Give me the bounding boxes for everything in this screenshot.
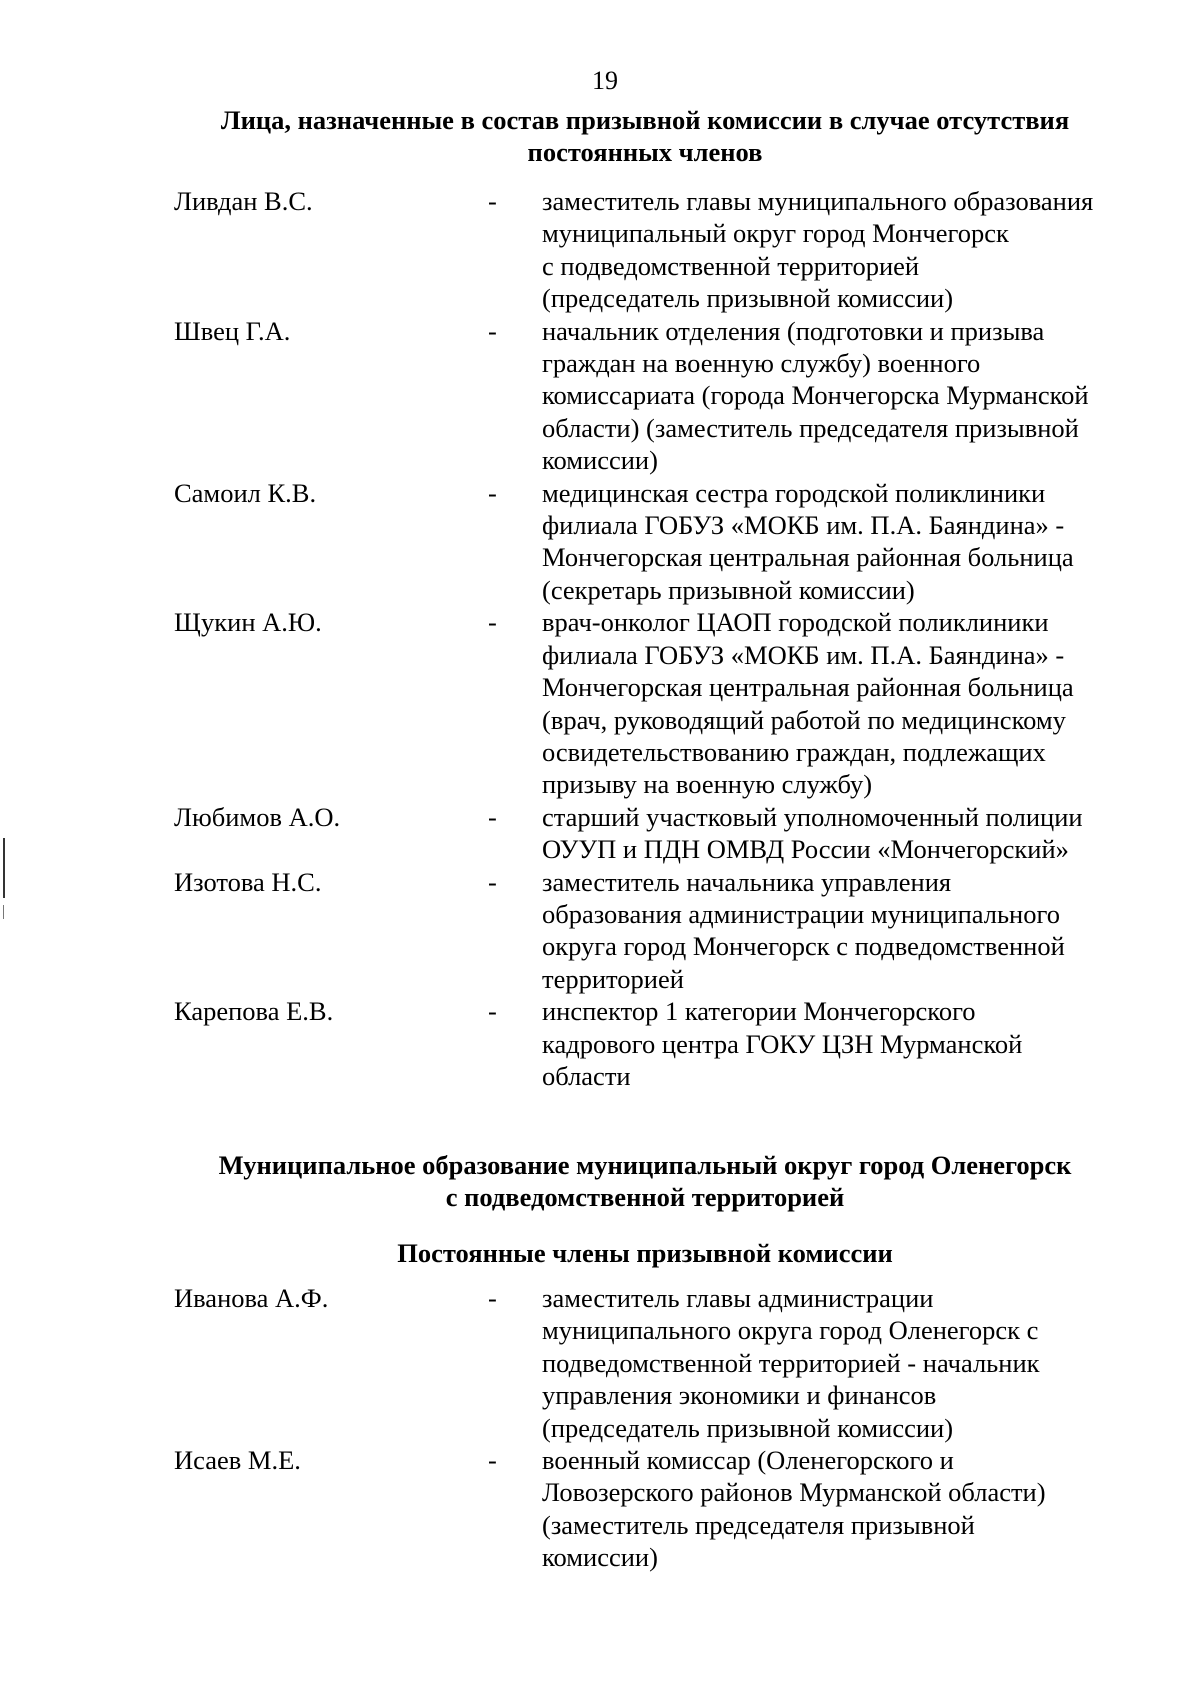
member-position: старший участковый уполномоченный полиции ОУУП и ПДН ОМВД России «Мончегорский» xyxy=(542,801,1083,865)
member-entry xyxy=(174,315,1174,477)
member-position: врач-онколог ЦАОП городской поликлиники филиала ГОБУЗ «МОКБ им. П.А. Баяндина» - Мончегорская центральная районная больница (врач, руководящий работой по медицинскому освидетельствованию граждан, подлежащих призыву на военную службу) xyxy=(542,607,1074,800)
dash-separator: - xyxy=(488,866,497,897)
member-position: заместитель начальника управления образования администрации муниципального округа город Мончегорск с подведомственной территорией xyxy=(542,866,1065,994)
member-entry xyxy=(174,606,1174,800)
member-entry xyxy=(174,801,1174,866)
member-name: Изотова Н.С. xyxy=(174,866,322,897)
member-entry xyxy=(174,185,1174,315)
section-subtitle-permanent-members: Постоянные члены призывной комиссии xyxy=(397,1238,893,1268)
scan-artifact-mark xyxy=(3,905,4,919)
member-name: Щукин А.Ю. xyxy=(174,607,322,638)
member-entry xyxy=(174,477,1174,607)
dash-separator: - xyxy=(488,1283,497,1313)
member-position: начальник отделения (подготовки и призыва граждан на военную службу) военного комиссариата (города Мончегорска Мурманской области) (заместитель председателя призывной комиссии) xyxy=(542,315,1089,476)
member-name: Иванова А.Ф. xyxy=(174,1283,329,1313)
dash-separator: - xyxy=(488,1445,497,1476)
page-number: 19 xyxy=(592,66,618,95)
member-name: Карепова Е.В. xyxy=(174,996,334,1027)
member-entry xyxy=(174,1282,1174,1444)
dash-separator: - xyxy=(488,315,497,346)
member-name: Любимов А.О. xyxy=(174,801,341,832)
members-list-monchegorsk xyxy=(174,185,1174,1092)
member-position: военный комиссар (Оленегорского и Ловозерского районов Мурманской области) (заместитель председателя призывной комиссии) xyxy=(542,1445,1046,1573)
section-title-olenegorsk: Муниципальное образование муниципальный округ город Оленегорск с подведомственной территорией xyxy=(218,1150,1072,1212)
dash-separator: - xyxy=(488,186,497,216)
member-position: инспектор 1 категории Мончегорского кадрового центра ГОКУ ЦЗН Мурманской области xyxy=(542,996,1023,1091)
dash-separator: - xyxy=(488,607,497,638)
scan-artifact-mark xyxy=(3,838,5,898)
dash-separator: - xyxy=(488,477,497,508)
section-title-replacement-members: Лица, назначенные в состав призывной комиссии в случае отсутствия постоянных членов xyxy=(220,105,1070,167)
member-name: Швец Г.А. xyxy=(174,315,291,346)
member-entry xyxy=(174,995,1174,1092)
member-name: Самоил К.В. xyxy=(174,477,317,508)
member-position: заместитель главы администрации муниципального округа город Оленегорск с подведомственной территорией - начальник управления экономики и финансов (председатель призывной комиссии) xyxy=(542,1283,1040,1443)
dash-separator: - xyxy=(488,996,497,1027)
dash-separator: - xyxy=(488,801,497,832)
member-position: медицинская сестра городской поликлиники филиала ГОБУЗ «МОКБ им. П.А. Баяндина» - Мончегорская центральная районная больница (секретарь призывной комиссии) xyxy=(542,477,1074,605)
member-position: заместитель главы муниципального образования муниципальный округ город Мончегорск с подведомственной территорией (председатель призывной комиссии) xyxy=(542,186,1094,314)
member-entry xyxy=(174,866,1174,996)
members-list-olenegorsk xyxy=(174,1282,1174,1574)
member-name: Ливдан В.С. xyxy=(174,186,313,216)
member-name: Исаев М.Е. xyxy=(174,1445,301,1476)
member-entry xyxy=(174,1444,1174,1574)
